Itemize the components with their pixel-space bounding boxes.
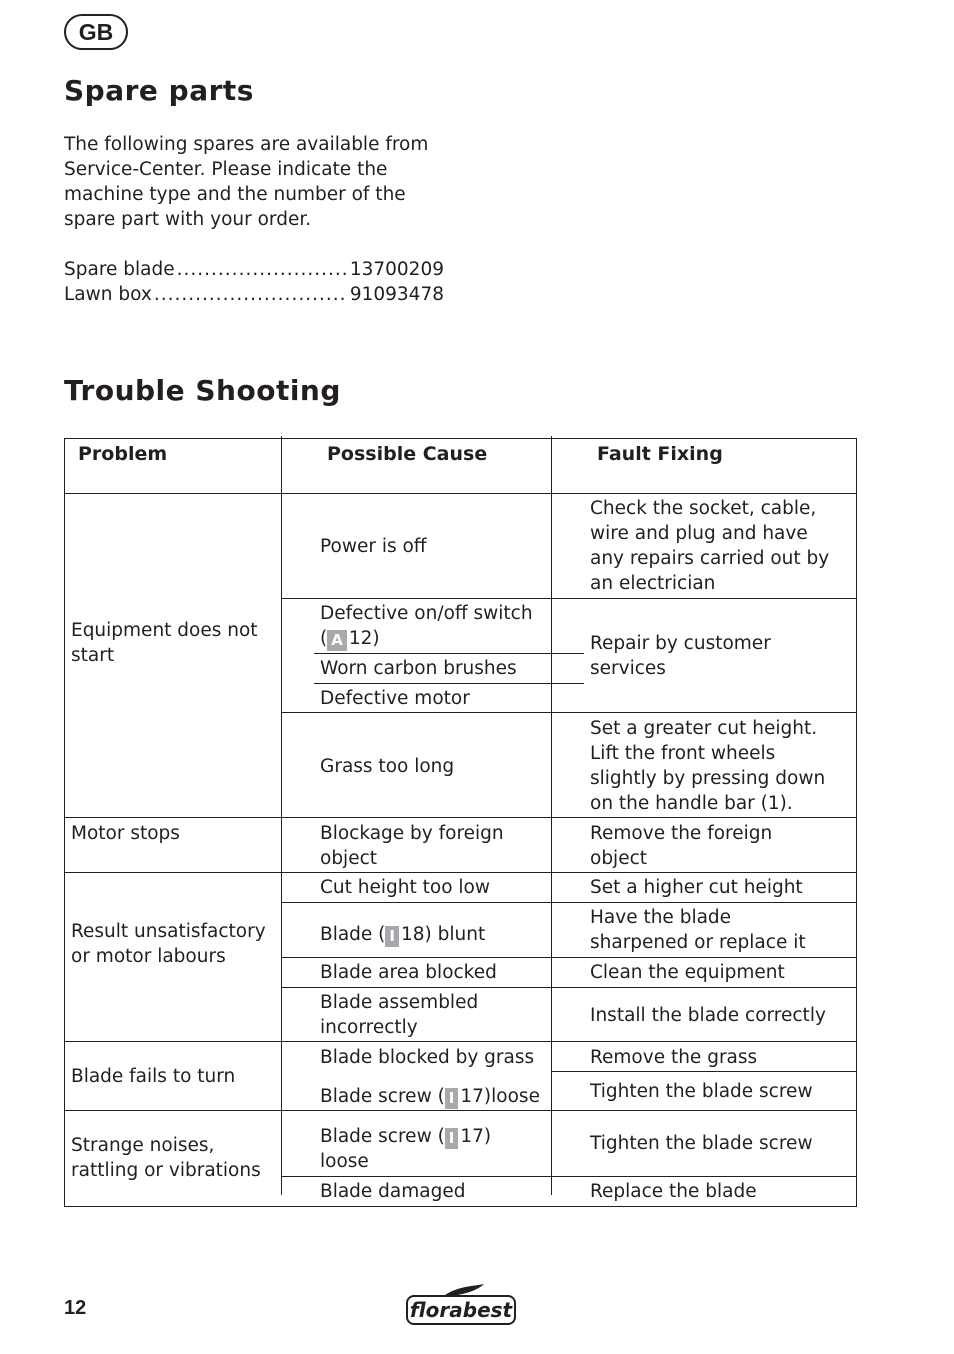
row-divider (551, 1071, 857, 1072)
problem-cell: Blade fails to turn (71, 1066, 236, 1087)
fix-cell: Clean the equipment (590, 962, 785, 983)
row-divider (64, 817, 857, 818)
part-number: 13700209 (349, 259, 444, 280)
column-header-cause: Possible Cause (327, 442, 488, 465)
row-divider (314, 653, 584, 654)
problem-cell: Strange noises, rattling or vibrations (71, 1135, 261, 1181)
cause-cell: Grass too long (320, 756, 455, 777)
spare-parts-title: Spare parts (64, 74, 254, 107)
row-divider (281, 957, 857, 958)
row-divider (281, 987, 857, 988)
cause-cell: Blade assembled incorrectly (320, 992, 479, 1038)
cause-cell: Worn carbon brushes (320, 658, 517, 679)
row-divider (281, 598, 857, 599)
cause-text: 18) blunt (401, 924, 486, 945)
problem-cell: Motor stops (71, 823, 180, 844)
fix-cell: Check the socket, cable, wire and plug and have any repairs carried out by an electrician (590, 498, 830, 594)
fix-cell: Have the blade sharpened or replace it (590, 907, 806, 953)
table-border (64, 1206, 857, 1207)
cause-cell: Blade blocked by grass (320, 1047, 535, 1068)
row-divider (281, 902, 857, 903)
cause-cell: Blade area blocked (320, 962, 497, 983)
cause-text: Blade ( (320, 924, 386, 945)
fix-cell: Remove the foreign object (590, 823, 773, 869)
column-header-problem: Problem (78, 442, 168, 465)
leader-dots (154, 282, 348, 307)
figure-ref-badge: I (385, 926, 399, 947)
parts-list-item (64, 282, 444, 307)
part-number: 91093478 (349, 284, 444, 305)
column-divider (281, 436, 282, 1195)
row-divider (281, 712, 857, 713)
cause-cell (320, 1124, 540, 1174)
trouble-shooting-title: Trouble Shooting (64, 374, 341, 407)
cause-text: Blade screw ( (320, 1086, 445, 1107)
svg-text:florabest: florabest (409, 1298, 513, 1322)
cause-cell: Cut height too low (320, 877, 490, 898)
fix-cell: Repair by customer services (590, 633, 771, 679)
leader-dots (177, 257, 348, 282)
spare-parts-intro: The following spares are available from Service-Center. Please indicate the machine type and the number of the spare part with your order. (64, 134, 429, 230)
table-border (856, 438, 857, 1207)
language-badge: GB (64, 14, 128, 50)
table-border (64, 438, 65, 1207)
column-divider (551, 436, 552, 1195)
figure-ref-badge: A (327, 630, 347, 651)
cause-cell: Power is off (320, 536, 427, 557)
part-name: Spare blade (64, 259, 175, 280)
cause-cell: Defective motor (320, 688, 470, 709)
figure-ref-badge: I (445, 1088, 459, 1109)
column-header-fix: Fault Fixing (597, 442, 723, 465)
cause-cell (320, 1084, 540, 1109)
figure-ref-badge: I (445, 1128, 459, 1149)
row-divider (64, 1041, 857, 1042)
part-name: Lawn box (64, 284, 152, 305)
fix-cell: Set a higher cut height (590, 877, 803, 898)
fix-cell: Tighten the blade screw (590, 1133, 813, 1154)
cause-text: 17)loose (460, 1086, 540, 1107)
row-divider (281, 1176, 857, 1177)
fix-cell: Tighten the blade screw (590, 1081, 813, 1102)
parts-list-item (64, 257, 444, 282)
florabest-logo (406, 1284, 516, 1326)
row-divider (314, 683, 584, 684)
problem-cell: Equipment does not start (71, 620, 258, 666)
page-number: 12 (64, 1297, 87, 1319)
cause-cell (320, 601, 540, 651)
cause-cell: Blade damaged (320, 1181, 466, 1202)
row-divider (64, 872, 857, 873)
cause-text: 12) (348, 628, 380, 649)
cause-cell (320, 922, 485, 947)
cause-cell: Blockage by foreign object (320, 823, 504, 869)
cause-text: 17) loose (320, 1126, 492, 1172)
cause-text: Defective on/off switch ( (320, 603, 533, 649)
trouble-shooting-table (64, 438, 857, 1207)
row-divider (64, 1110, 857, 1111)
fix-cell: Remove the grass (590, 1047, 758, 1068)
fix-cell: Set a greater cut height. Lift the front wheels slightly by pressing down on the handle bar (1). (590, 718, 826, 814)
row-divider (64, 493, 857, 494)
fix-cell: Replace the blade (590, 1181, 757, 1202)
fix-cell: Install the blade correctly (590, 1005, 826, 1026)
cause-text: Blade screw ( (320, 1126, 445, 1147)
problem-cell: Result unsatisfactory or motor labours (71, 921, 266, 967)
